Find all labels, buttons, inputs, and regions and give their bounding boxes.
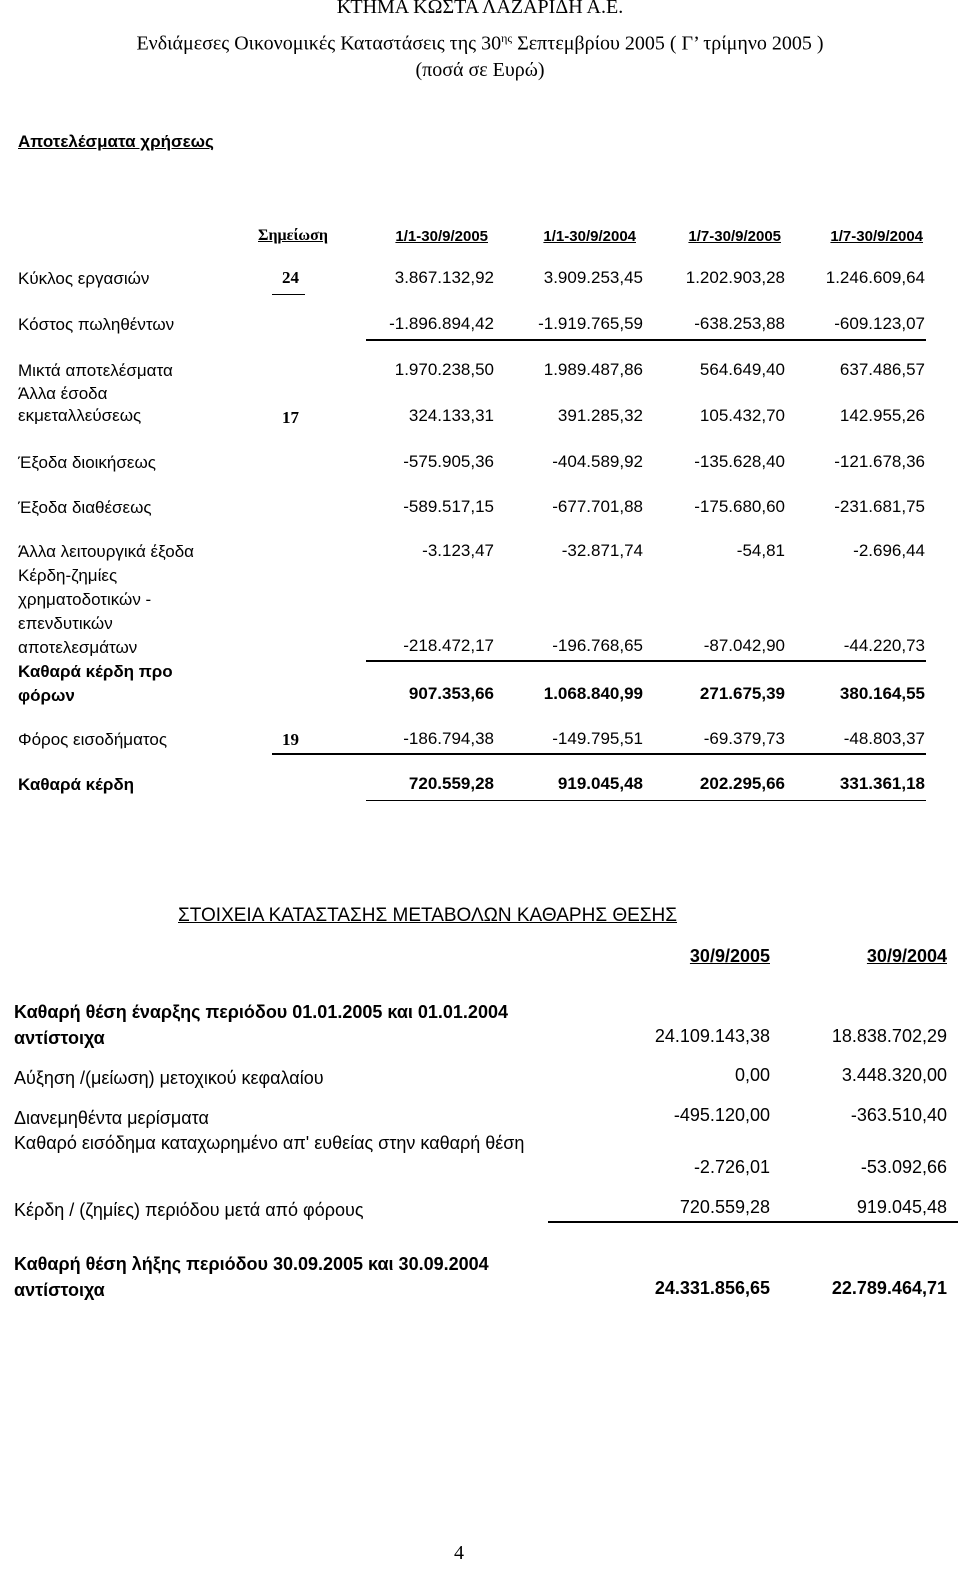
income-statement-title: Αποτελέσματα χρήσεως [18,132,214,151]
equity-row-label-dividends: Διανεμηθέντα μερίσματα [14,1108,209,1128]
other-income-value-4: 142.955,26 [839,406,925,425]
row-label-revenue: Κύκλος εργασιών [18,269,150,288]
other-expenses-value-3: -54,81 [736,541,785,560]
equity-direct-income-value-1: -2.726,01 [693,1157,770,1177]
admin-expenses-value-3: -135.628,40 [694,452,785,471]
admin-expenses-value-2: -404.589,92 [552,452,643,471]
equity-closing-value-2: 22.789.464,71 [831,1278,947,1298]
equity-period-profit-value-2: 919.045,48 [856,1197,947,1217]
subtitle-text: Ενδιάμεσες Οικονομικές Καταστάσεις της 30 [136,32,502,55]
admin-expenses-value-4: -121.678,36 [834,452,925,471]
net-profit-value-2: 919.045,48 [557,774,643,793]
revenue-value-3: 1.202.903,28 [685,268,785,287]
cost-of-sales-value-4: -609.123,07 [834,314,925,333]
report-subtitle [0,27,960,55]
other-expenses-value-1: -3.123,47 [422,541,494,560]
selling-expenses-value-1: -589.517,15 [403,497,494,516]
income-tax-value-1: -186.794,38 [403,729,494,748]
financial-results-value-2: -196.768,65 [552,636,643,655]
column-header-4: 1/7-30/9/2004 [830,228,923,245]
row-note-income-tax: 19 [282,730,299,749]
row-label-profit-before-tax: Καθαρά κέρδη προ φόρων [18,662,173,705]
equity-capital-change-value-1: 0,00 [734,1065,770,1085]
net-profit-value-3: 202.295,66 [699,774,785,793]
row-label-income-tax: Φόρος εισοδήματος [18,730,168,749]
row-note-other-income: 17 [282,408,299,427]
cost-of-sales-value-2: -1.919.765,59 [538,314,643,333]
profit-before-tax-value-3: 271.675,39 [699,684,785,703]
row-label-gross-profit: Μικτά αποτελέσματα [18,361,173,380]
selling-expenses-value-3: -175.680,60 [694,497,785,516]
net-profit-value-4: 331.361,18 [839,774,925,793]
equity-closing-value-1: 24.331.856,65 [654,1278,770,1298]
income-tax-value-2: -149.795,51 [552,729,643,748]
equity-opening-value-2: 18.838.702,29 [831,1026,947,1046]
note-underline [272,294,305,295]
net-profit-value-1: 720.559,28 [408,774,494,793]
row-label-selling-expenses: Έξοδα διαθέσεως [18,498,152,517]
other-expenses-value-2: -32.871,74 [561,541,643,560]
equity-row-label-direct-income: Καθαρό εισόδημα καταχωρημένο απ' ευθείας στην καθαρή θέση [14,1133,525,1153]
column-header-3: 1/7-30/9/2005 [688,228,781,245]
subtotal-rule [366,339,926,341]
column-header-1: 1/1-30/9/2005 [395,228,488,245]
income-tax-value-4: -48.803,37 [843,729,925,748]
income-tax-value-3: -69.379,73 [703,729,785,748]
financial-results-value-4: -44.220,73 [843,636,925,655]
column-header-2: 1/1-30/9/2004 [543,228,636,245]
gross-profit-value-3: 564.649,40 [699,360,785,379]
row-label-financial-results: Κέρδη-ζημίες χρηματοδοτικών - επενδυτικών αποτελεσμάτων [18,566,152,657]
row-label-cost-of-sales: Κόστος πωληθέντων [18,315,175,334]
subtitle-text-end: Σεπτεμβρίου 2005 ( Γ’ τρίμηνο 2005 ) [512,32,824,55]
subtotal-rule [272,753,926,755]
equity-statement-title: ΣΤΟΙΧΕΙΑ ΚΑΤΑΣΤΑΣΗΣ ΜΕΤΑΒΟΛΩΝ ΚΑΘΑΡΗΣ ΘΕΣΗΣ [178,905,678,926]
equity-row-label-opening: Καθαρή θέση έναρξης περιόδου 01.01.2005 και 01.01.2004 αντίστοιχα [14,1002,508,1048]
total-rule [366,800,926,801]
row-label-other-expenses: Άλλα λειτουργικά έξοδα [18,542,194,561]
gross-profit-value-2: 1.989.487,86 [543,360,643,379]
gross-profit-value-4: 637.486,57 [839,360,925,379]
row-label-admin-expenses: Έξοδα διοικήσεως [18,453,156,472]
equity-subtotal-rule [548,1221,958,1223]
revenue-value-4: 1.246.609,64 [825,268,925,287]
equity-row-label-period-profit: Κέρδη / (ζημίες) περιόδου μετά από φόρους [14,1200,364,1220]
equity-row-label-closing: Καθαρή θέση λήξης περιόδου 30.09.2005 και 30.09.2004 αντίστοιχα [14,1254,489,1300]
row-label-net-profit: Καθαρά κέρδη [18,775,135,794]
equity-period-profit-value-1: 720.559,28 [679,1197,770,1217]
cost-of-sales-value-1: -1.896.894,42 [389,314,494,333]
page-number: 4 [454,1542,464,1564]
profit-before-tax-value-1: 907.353,66 [408,684,494,703]
equity-row-label-capital-change: Αύξηση /(μείωση) μετοχικού κεφαλαίου [14,1068,324,1088]
other-expenses-value-4: -2.696,44 [853,541,925,560]
equity-capital-change-value-2: 3.448.320,00 [841,1065,947,1085]
row-label-other-income: Άλλα έσοδα εκμεταλλεύσεως [18,384,142,425]
gross-profit-value-1: 1.970.238,50 [394,360,494,379]
financial-results-value-1: -218.472,17 [403,636,494,655]
equity-dividends-value-2: -363.510,40 [850,1105,947,1125]
subtotal-rule [366,660,926,662]
cost-of-sales-value-3: -638.253,88 [694,314,785,333]
profit-before-tax-value-4: 380.164,55 [839,684,925,703]
financial-results-value-3: -87.042,90 [703,636,785,655]
equity-column-header-1: 30/9/2005 [689,946,770,966]
revenue-value-1: 3.867.132,92 [394,268,494,287]
selling-expenses-value-2: -677.701,88 [552,497,643,516]
column-header-note: Σημείωση [258,227,328,244]
company-name: ΚΤΗΜΑ ΚΩΣΤΑ ΛΑΖΑΡΙΔΗ Α.Ε. [336,0,624,18]
equity-column-header-2: 30/9/2004 [866,946,947,966]
selling-expenses-value-4: -231.681,75 [834,497,925,516]
revenue-value-2: 3.909.253,45 [543,268,643,287]
equity-opening-value-1: 24.109.143,38 [654,1026,770,1046]
other-income-value-3: 105.432,70 [699,406,785,425]
equity-direct-income-value-2: -53.092,66 [860,1157,947,1177]
admin-expenses-value-1: -575.905,36 [403,452,494,471]
other-income-value-2: 391.285,32 [557,406,643,425]
profit-before-tax-value-2: 1.068.840,99 [543,684,643,703]
other-income-value-1: 324.133,31 [408,406,494,425]
currency-note: (ποσά σε Ευρώ) [415,59,545,81]
row-note-revenue: 24 [282,268,299,287]
subtitle-superscript: ης [501,31,513,45]
equity-dividends-value-1: -495.120,00 [673,1105,770,1125]
